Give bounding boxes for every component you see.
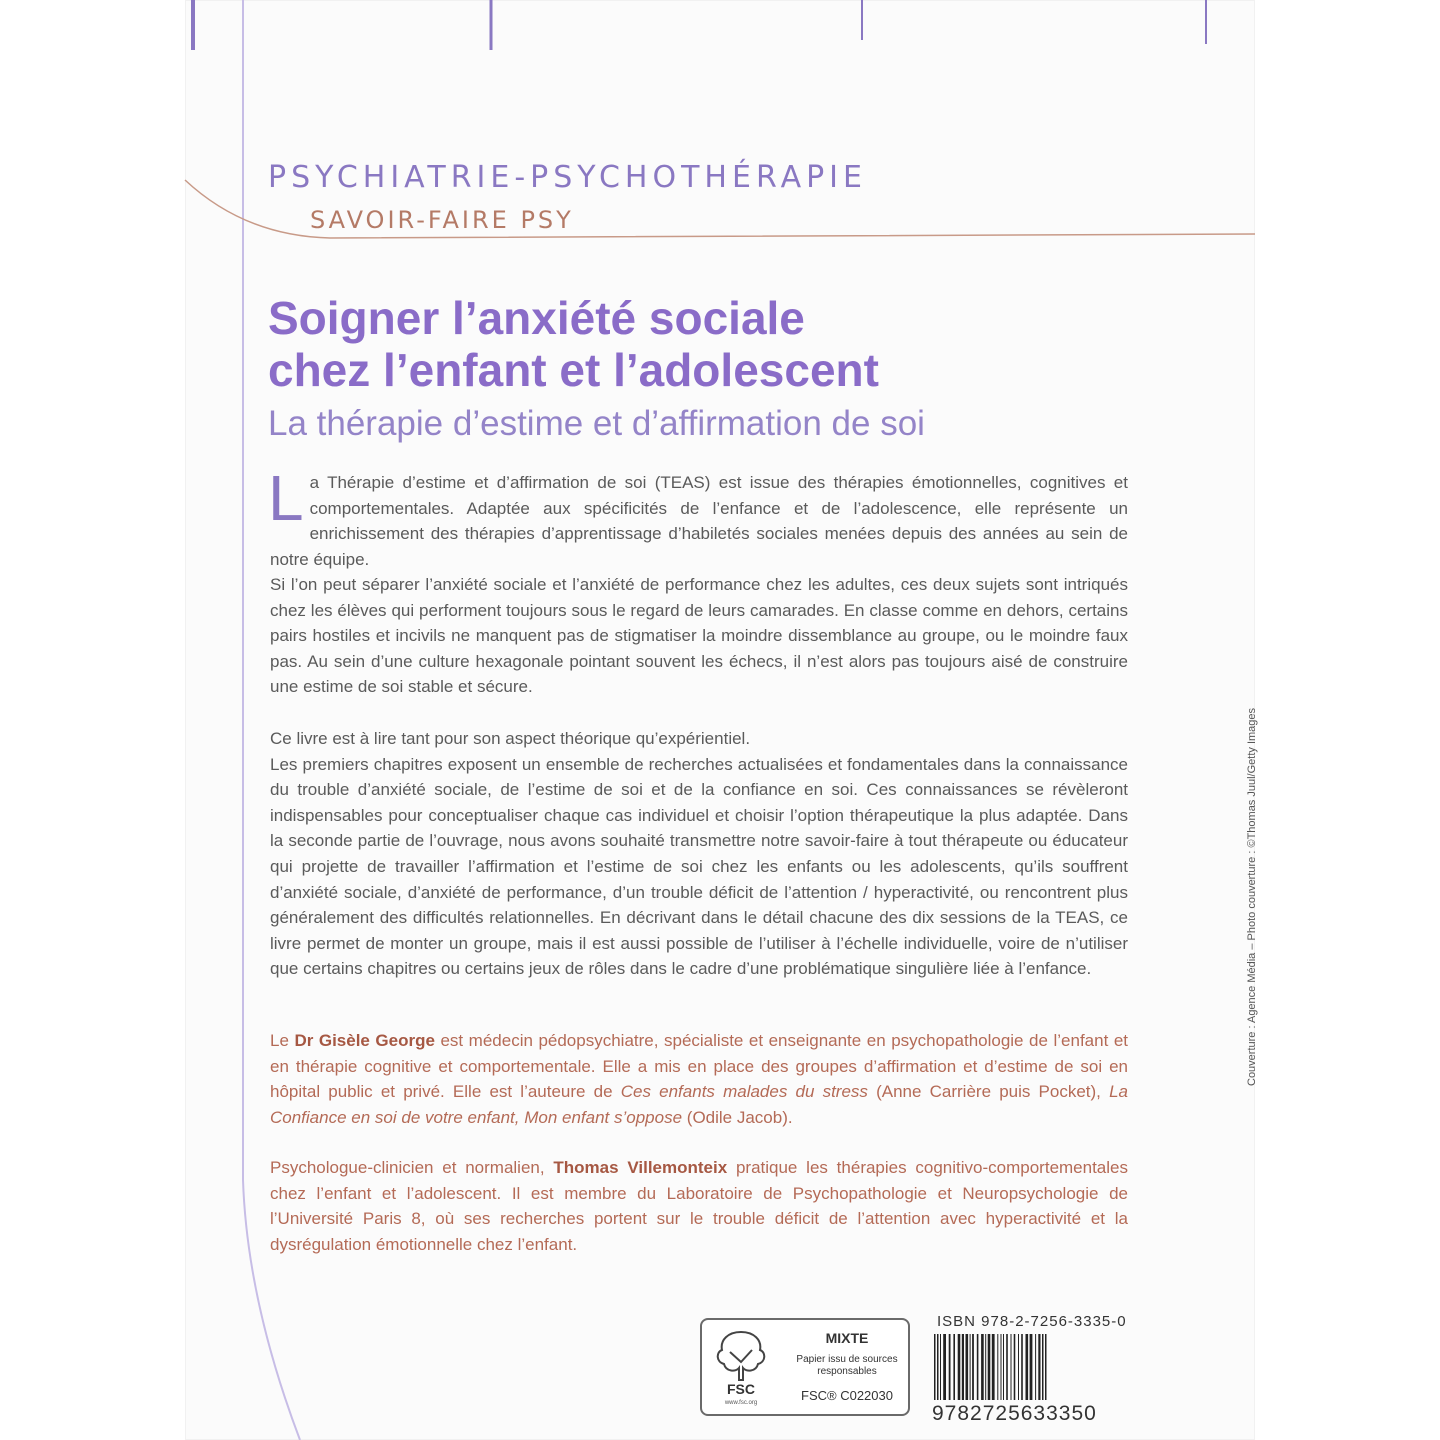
drop-cap: L [268, 462, 304, 534]
bio2-prefix: Psychologue-clinicien et normalien, [270, 1158, 554, 1177]
barcode-bar [1038, 1334, 1040, 1400]
barcode-bar [1006, 1334, 1008, 1400]
barcode-bar [1014, 1334, 1016, 1400]
book-title [268, 292, 1168, 396]
fsc-logo-text: FSC [727, 1381, 755, 1397]
barcode [932, 1334, 1132, 1406]
barcode-bar [1026, 1334, 1029, 1400]
fsc-tree-icon [710, 1326, 772, 1406]
barcode-bar [977, 1334, 979, 1400]
barcode-bar [997, 1334, 998, 1400]
bio2-text: pratique les thérapies cognitivo-comportementales chez l’enfant et l’adolescent. Il est membre du Laboratoire de Psychopathologie et Neuropsychologie de l’Université Paris 8, où ses recherches portent sur le trouble déficit de l’attention avec hyperactivité et la dysrégulation émotionnelle chez l’enfant. [270, 1158, 1128, 1254]
fsc-mixte: MIXTE [825, 1330, 869, 1346]
barcode-bar [1030, 1334, 1033, 1400]
paragraph-3 [270, 726, 1128, 982]
barcode-bar [937, 1334, 939, 1400]
barcode-bar [962, 1334, 964, 1400]
paragraph-3-body: Les premiers chapitres exposent un ensemble de recherches actualisées et fondamentales dans la connaissance du trouble d’anxiété sociale, de l’estime de soi et de la confiance en soi. Ces connaissances se révèleront indispensables pour conceptualiser chaque cas individuel et choisir l’option thérapeutique la plus adaptée. Dans la seconde partie de l’ouvrage, nous avons souhaité transmettre notre savoir-faire à tout thérapeute ou éducateur qui projette de travailler l’affirmation et l’estime de soi chez les enfants ou les adolescents, qu’ils souffrent d’anxiété sociale, d’anxiété de performance, d’un trouble déficit de l’attention / hyperactivité, ou rencontrent plus généralement des difficultés relationnelles. En décrivant dans le détail chacune des dix sessions de la TEAS, ce livre permet de monter un groupe, mais il est aussi possible de l’utiliser à l’échelle individuelle, voire de n’utiliser que certains chapitres ou certains jeux de rôles dans le cadre d’une problématique singulière liée à l’enfance. [270, 754, 1128, 979]
isbn-label: ISBN 978-2-7256-3335-0 [937, 1313, 1127, 1330]
fsc-description: Papier issu de sources responsables [796, 1354, 898, 1377]
barcode-bar [1042, 1334, 1044, 1400]
fsc-url: www.fsc.org [724, 1400, 758, 1406]
photo-credit-text: Couverture : Agence Média – Photo couverture : ©Thomas Juul/Getty Images [1246, 707, 1258, 1086]
author-name-villemonteix: Thomas Villemonteix [553, 1158, 728, 1177]
bio1-prefix: Le [270, 1031, 295, 1050]
barcode-bar [953, 1334, 955, 1400]
barcode-number: 9782725633350 [932, 1402, 1097, 1425]
title-line-2: chez l’enfant et l’adolescent [268, 344, 879, 396]
barcode-bar [940, 1334, 941, 1400]
barcode-bar [934, 1334, 936, 1400]
paragraph-2: Si l’on peut séparer l’anxiété sociale et l’anxiété de performance chez les adultes, ces deux sujets sont intriqués chez les élèves qui performent toujours sous le regard de leurs camarades. En classe comme en dehors, certains pairs hostiles et incivils ne manquent pas de stigmatiser la moindre dissemblance au groupe, ou le moindre faux pas. Au sein d’une culture hexagonale pointant souvent les échecs, il n’est alors pas toujours aisé de construire une estime de soi stable et sécure. [270, 575, 1128, 697]
fsc-label [700, 1318, 910, 1416]
author-name-george: Dr Gisèle George [294, 1031, 435, 1050]
paragraph-3-lead: Ce livre est à lire tant pour son aspect théorique qu’expérientiel. [270, 729, 751, 748]
author-bio-villemonteix [270, 1155, 1128, 1257]
bio1-text-2: (Anne Carrière puis Pocket), [867, 1082, 1110, 1102]
barcode-bar [981, 1334, 984, 1400]
barcode-bar [970, 1334, 971, 1400]
collection-name: SAVOIR-FAIRE PSY [310, 206, 574, 234]
barcode-bar [1035, 1334, 1036, 1400]
barcode-bar [966, 1334, 969, 1400]
bio1-text-1: est médecin pédopsychiatre, spécialiste et enseignante en psychopathologie de l’enfant et en thérapie cognitive et comportementale. Elle a mis en place des groupes d’affirmation et d’estime de soi en hôpital public et privé. Elle est l’auteure de [270, 1031, 1128, 1102]
barcode-bar [1045, 1334, 1047, 1400]
barcode-bar [985, 1334, 986, 1400]
bio1-book-1: Ces enfants malades du stress [620, 1082, 868, 1102]
barcode-bar [1018, 1334, 1019, 1400]
barcode-bar [958, 1334, 961, 1400]
intro-paragraph [268, 462, 1128, 572]
barcode-bar [943, 1334, 946, 1400]
title-line-1: Soigner l’anxiété sociale [268, 292, 805, 344]
barcode-bar [1011, 1334, 1012, 1400]
barcode-bar [1001, 1334, 1002, 1400]
bio1-book-2: La Confiance en soi de votre enfant, Mon enfant s’oppose [270, 1082, 1128, 1127]
bio1-text-3: (Odile Jacob). [682, 1107, 793, 1127]
barcode-bar [992, 1334, 995, 1400]
barcode-bar [949, 1334, 951, 1400]
book-subtitle: La thérapie d’estime et d’affirmation de soi [268, 404, 925, 443]
barcode-bar [1003, 1334, 1004, 1400]
barcode-bar [1021, 1334, 1023, 1400]
fsc-code: FSC® C022030 [801, 1388, 893, 1403]
barcode-bar [972, 1334, 974, 1400]
intro-text: a Thérapie d’estime et d’affirmation de soi (TEAS) est issue des thérapies émotionnelles, cognitives et comportementales. Adaptée aux spécificités de l’enfance et de l’adolescence, elle représente un enrichissement des thérapies d’apprentissage d’habiletés sociales menées depuis des années au sein de notre équipe. [270, 473, 1128, 569]
barcode-bar [988, 1334, 991, 1400]
series-name: PSYCHIATRIE-PSYCHOTHÉRAPIE [268, 160, 867, 195]
author-bio-george [270, 1028, 1128, 1130]
